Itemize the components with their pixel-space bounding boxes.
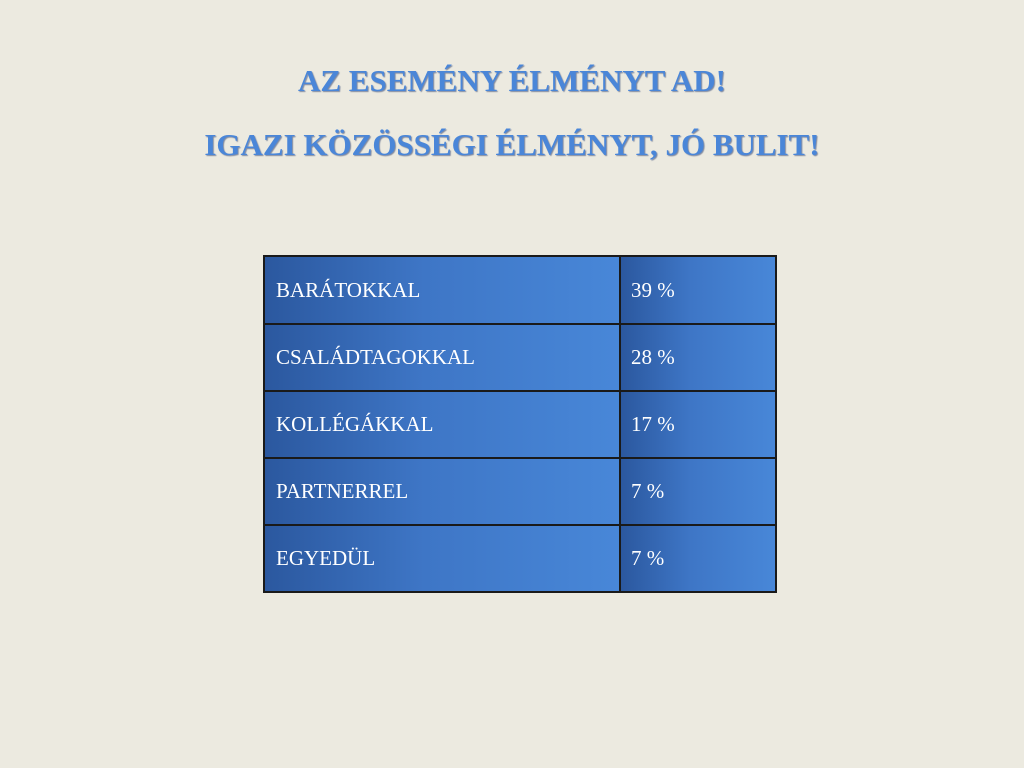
title-line-2: IGAZI KÖZÖSSÉGI ÉLMÉNYT, JÓ BULIT! xyxy=(204,127,820,162)
row-value-cell: 7 % xyxy=(621,526,777,591)
table-row xyxy=(265,526,777,593)
companion-table xyxy=(263,255,777,593)
row-value-cell: 28 % xyxy=(621,325,777,390)
table-row xyxy=(265,459,777,526)
row-label-cell: PARTNERREL xyxy=(265,459,621,524)
table-row xyxy=(265,257,777,325)
row-value-cell: 7 % xyxy=(621,459,777,524)
row-value-cell: 17 % xyxy=(621,392,777,457)
row-label-cell: EGYEDÜL xyxy=(265,526,621,591)
table-row xyxy=(265,392,777,459)
title-line-1: AZ ESEMÉNY ÉLMÉNYT AD! xyxy=(297,63,727,98)
row-label-cell: KOLLÉGÁKKAL xyxy=(265,392,621,457)
row-label-cell: BARÁTOKKAL xyxy=(265,257,621,323)
table-row xyxy=(265,325,777,392)
row-value-cell: 39 % xyxy=(621,257,777,323)
row-label-cell: CSALÁDTAGOKKAL xyxy=(265,325,621,390)
